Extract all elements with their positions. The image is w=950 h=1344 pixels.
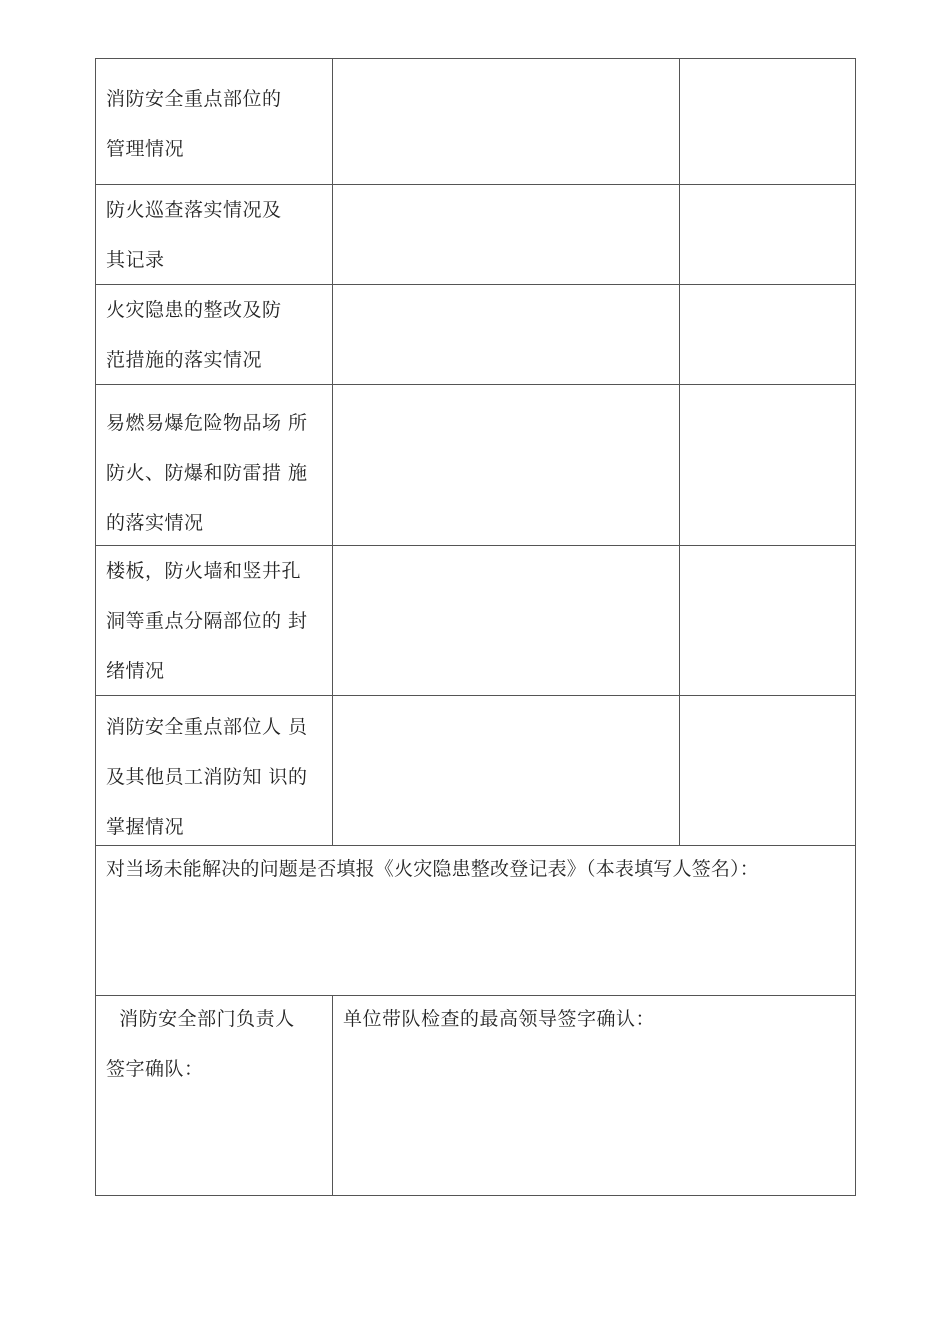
department-signature-cell[interactable] [96, 996, 333, 1196]
table-row-5-note-cell[interactable] [680, 546, 856, 696]
table-row-1-result-cell[interactable] [333, 59, 680, 185]
table-row-3-note-cell[interactable] [680, 285, 856, 385]
table-row-3-result-cell[interactable] [333, 285, 680, 385]
row-label-patrol-records: 防火巡查落实情况及 其记录 [106, 199, 282, 271]
table-row-5-result-cell[interactable] [333, 546, 680, 696]
table-row-3-label-cell [96, 285, 333, 385]
row-label-flammable-sites: 易燃易爆危险物品场 所 防火、防爆和防雷措 施 的落实情况 [106, 412, 308, 534]
table-row-1-label-cell [96, 59, 333, 185]
table-row-6-label-cell [96, 696, 333, 846]
table-row-4-note-cell[interactable] [680, 385, 856, 546]
leader-signature-label: 单位带队检查的最高领导签字确认： [343, 1008, 656, 1030]
table-row-2-note-cell[interactable] [680, 185, 856, 285]
department-signature-label: 消防安全部门负责人 签字确队： [106, 1008, 295, 1080]
inspection-form-table [95, 58, 856, 1196]
table-row-2-label-cell [96, 185, 333, 285]
row-label-hazard-rectification: 火灾隐患的整改及防 范措施的落实情况 [106, 299, 282, 371]
row-label-staff-knowledge: 消防安全重点部位人 员 及其他员工消防知 识的 掌握情况 [106, 716, 308, 838]
table-row-6-note-cell[interactable] [680, 696, 856, 846]
table-row-1-note-cell[interactable] [680, 59, 856, 185]
row-label-key-area-management: 消防安全重点部位的 管理情况 [106, 88, 282, 160]
unresolved-issues-label: 对当场未能解决的问题是否填报《火灾隐患整改登记表》（本表填写人签名）： [106, 858, 760, 880]
unresolved-issues-cell[interactable] [96, 846, 856, 996]
table-row-6-result-cell[interactable] [333, 696, 680, 846]
table-row-4-result-cell[interactable] [333, 385, 680, 546]
row-label-separation-sealing: 楼板，防火墙和竖井孔 洞等重点分隔部位的 封 绪情况 [106, 560, 308, 682]
leader-signature-cell[interactable] [333, 996, 856, 1196]
table-row-4-label-cell [96, 385, 333, 546]
table-row-5-label-cell [96, 546, 333, 696]
table-row-2-result-cell[interactable] [333, 185, 680, 285]
